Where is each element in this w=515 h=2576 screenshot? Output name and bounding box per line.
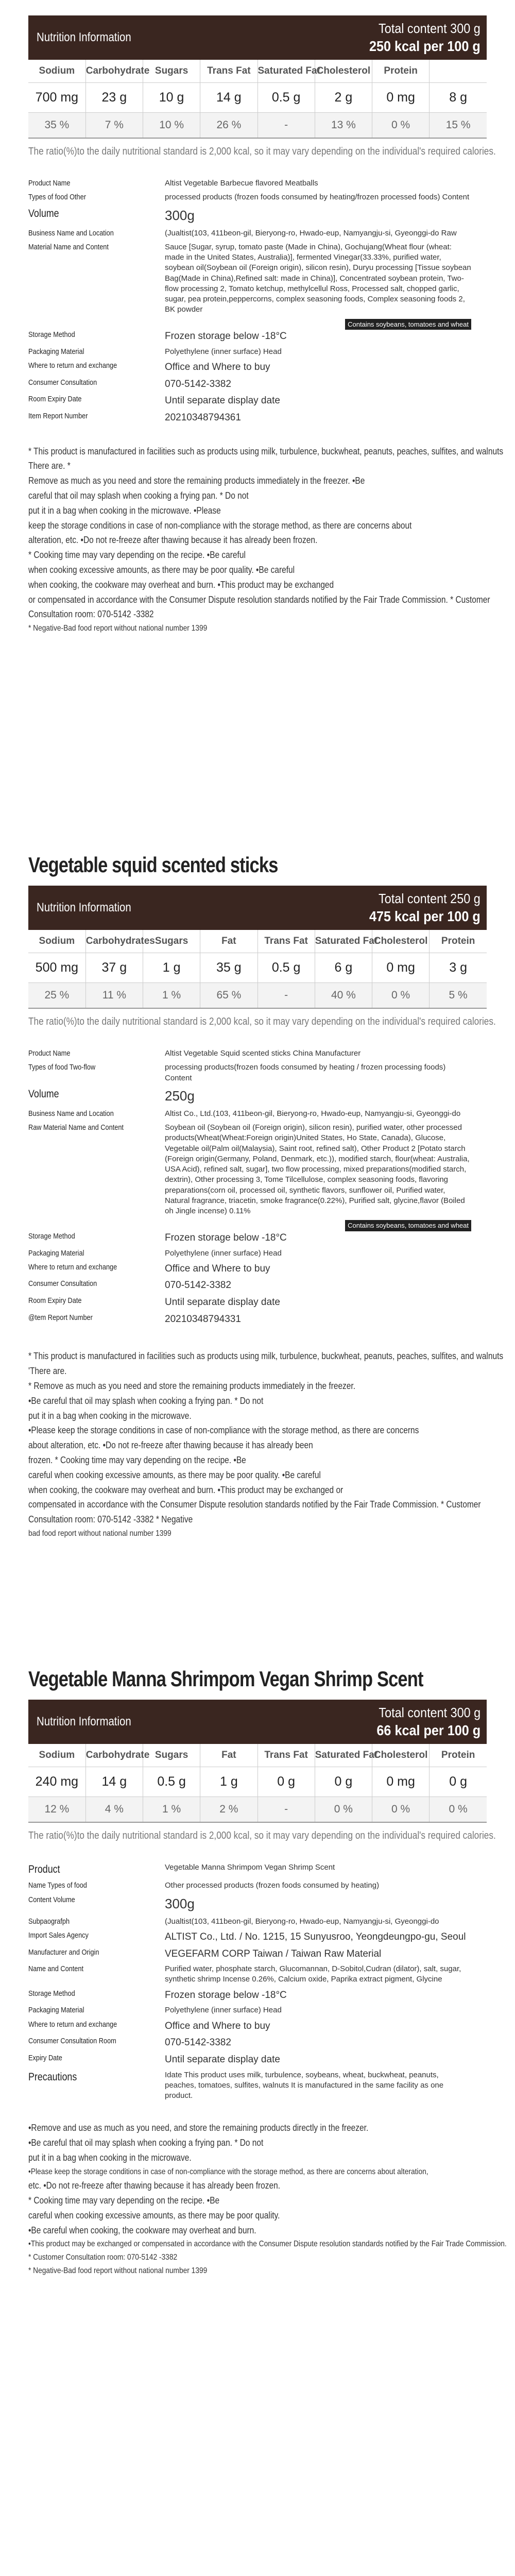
info-value: Until separate display date bbox=[165, 1297, 280, 1308]
nutrition-percent: 26 % bbox=[200, 112, 258, 138]
info-key: Where to return and exchange bbox=[28, 361, 117, 370]
info-row bbox=[28, 1947, 471, 1961]
nutrition-value: 35 g bbox=[200, 953, 258, 982]
info-key: Volume bbox=[28, 1088, 59, 1100]
nutrition-column-header: Saturated Fat bbox=[315, 930, 372, 953]
info-row bbox=[28, 2070, 471, 2102]
info-key: Consumer Consultation bbox=[28, 378, 97, 387]
note-line: about alteration, etc. •Do not re-freeze after thawing because it has already been bbox=[28, 1440, 313, 1451]
nutrition-column-header: Cholesterol bbox=[315, 60, 372, 82]
nutrition-column-header: Protein bbox=[372, 60, 430, 82]
nutrition-percent: 12 % bbox=[28, 1797, 85, 1822]
note-line: Consultation room: 070-5142 -3382 * Negative bbox=[28, 1514, 193, 1525]
precaution-notes bbox=[28, 2121, 507, 2277]
nutrition-values-row bbox=[28, 82, 487, 112]
info-value: 20210348794361 bbox=[165, 412, 241, 423]
info-value: Soybean oil (Soybean oil (Foreign origin), silicon resin), purified water, other processed products(Wheat(Wheat:Foreign origin)United States, Ho State, Canada), Glucose, Vegetable oil(Palm oil(Malaysia), Saint root, refined salt), Other Product 2 [Potato starch (Foreign origin(Germany, Poland, Denmark, etc.)), modified starch, flour(wheat: Australia, USA Acid), refined salt, sugar], two flow processing, mixed preparations(modified starch, dextrin), Other processing 3, Tome Tilcellulose, complex seasoning foods, flavoring preparations(corn oil, processed oil, synthetic flavors, sunflower oil, Purified water, Natural fragrance, triacetin, smoke fragrance(0.22%), Purified salt, glycine,flavor (Boiled oh Jingle incense) 0.11% bbox=[165, 1123, 470, 1216]
info-row bbox=[28, 330, 471, 343]
note-line: keep the storage conditions in case of non-compliance with the storage method, as there are concerns about bbox=[28, 520, 412, 531]
kcal-per-100g: 250 kcal per 100 g bbox=[369, 38, 480, 54]
info-value: Polyethylene (inner surface) Head bbox=[165, 2006, 282, 2015]
info-value: Frozen storage below -18°C bbox=[165, 331, 287, 342]
info-key: Consumer Consultation bbox=[28, 1279, 97, 1289]
info-key: Content Volume bbox=[28, 1895, 75, 1904]
info-value: (Jualtist(103, 411beon-gil, Bieryong-ro, Hwado-eup, Namyangju-si, Gyeonggi-do Raw bbox=[165, 228, 457, 238]
nutrition-table bbox=[28, 1744, 487, 1823]
nutrition-header-label: Nutrition Information bbox=[37, 30, 131, 44]
note-line: when cooking, the cookware may overheat and burn. •This product may be exchanged or bbox=[28, 1484, 344, 1495]
product-info-list bbox=[28, 178, 471, 425]
info-key: Packaging Material bbox=[28, 347, 84, 356]
nutrition-column-header: Cholesterol bbox=[372, 930, 430, 953]
nutrition-value: 0.5 g bbox=[258, 82, 315, 112]
nutrition-value: 0 mg bbox=[372, 82, 430, 112]
info-key: Business Name and Location bbox=[28, 1109, 114, 1118]
info-value: ALTIST Co., Ltd. / No. 1215, 15 Sunyusroo, Yeongdeungpo-gu, Seoul bbox=[165, 1931, 466, 1942]
nutrition-header bbox=[28, 15, 487, 60]
nutrition-value: 0 mg bbox=[372, 1767, 430, 1797]
info-key: Import Sales Agency bbox=[28, 1930, 89, 1940]
info-row bbox=[28, 1313, 471, 1326]
nutrition-table bbox=[28, 60, 487, 139]
nutrition-value: 10 g bbox=[143, 82, 200, 112]
info-row bbox=[28, 2036, 471, 2049]
note-line: alteration, etc. •Do not re-freeze after thawing because it has already been frozen. bbox=[28, 535, 318, 546]
info-key: Packaging Material bbox=[28, 1248, 84, 1258]
product-info-list bbox=[28, 1862, 471, 2101]
nutrition-value: 700 mg bbox=[28, 82, 85, 112]
nutrition-value: 3 g bbox=[430, 953, 487, 982]
info-row bbox=[28, 1862, 471, 1877]
note-line: put it in a bag when cooking in the microwave. bbox=[28, 2152, 192, 2163]
nutrition-percent: 1 % bbox=[143, 982, 200, 1008]
nutrition-header-totals bbox=[357, 890, 480, 925]
nutrition-column-header: Sodium bbox=[39, 65, 75, 76]
info-key: Storage Method bbox=[28, 1989, 75, 1998]
info-value: Polyethylene (inner surface) Head bbox=[165, 347, 282, 356]
nutrition-percent: - bbox=[258, 982, 315, 1008]
info-value: Sauce [Sugar, syrup, tomato paste (Made in China), Gochujang(Wheat flour (wheat: made in the United States, Australia)], fermented Vinegar(33.33%, purified water, soybean oil(Soybean oil (Foreign origin), silicon resin), Duryu processing [Tissue soybean Bag(Made in China),Refined salt: made in China)], Concentrated soybean protein, Two-flow processing 2, Tomato ketchup, methylcellul Ross, Processed salt, chopped garlic, sugar, pea protein,peppercorns, complex seasoning foods, Complex seasoning foods 2, BK powder bbox=[165, 242, 471, 314]
nutrition-column-header: Sugars bbox=[143, 930, 200, 953]
nutrition-value: 500 mg bbox=[28, 953, 85, 982]
nutrition-column-header: Carbohydrate bbox=[85, 1744, 143, 1767]
note-line: There are. * bbox=[28, 461, 71, 471]
nutrition-percent: 13 % bbox=[315, 112, 372, 138]
nutrition-value: 0 g bbox=[315, 1767, 372, 1797]
nutrition-value: 37 g bbox=[85, 953, 143, 982]
info-key: Consumer Consultation Room bbox=[28, 2037, 116, 2046]
info-value: Office and Where to buy bbox=[165, 2020, 270, 2031]
info-key: Room Expiry Date bbox=[28, 395, 82, 404]
nutrition-header-label: Nutrition Information bbox=[37, 901, 131, 914]
note-line: * Negative-Bad food report without national number 1399 bbox=[28, 2266, 208, 2275]
total-content: Total content 300 g bbox=[379, 21, 480, 37]
info-key: Product Name bbox=[28, 179, 71, 188]
note-line: •Be careful when cooking, the cookware may overheat and burn. bbox=[28, 2225, 256, 2235]
info-value: Altist Vegetable Squid scented sticks China Manufacturer bbox=[165, 1049, 361, 1058]
product-title: Vegetable Manna Shrimpom Vegan Shrimp Scent bbox=[28, 1667, 423, 1691]
nutrition-column-headers bbox=[28, 60, 487, 82]
info-row bbox=[28, 1895, 471, 1913]
note-line: * Cooking time may vary depending on the recipe. •Be careful bbox=[28, 550, 246, 561]
info-key: Storage Method bbox=[28, 330, 75, 340]
info-row bbox=[28, 1296, 471, 1309]
note-line: •Be careful that oil may splash when cooking a frying pan. * Do not bbox=[28, 2138, 264, 2148]
daily-value-note: The ratio(%)to the daily nutritional standard is 2,000 kcal, so it may vary depending on the individual's required calories. bbox=[28, 1830, 496, 1841]
info-key: Business Name and Location bbox=[28, 228, 114, 238]
info-value: Until separate display date bbox=[165, 395, 280, 406]
note-line: when cooking, the cookware may overheat and burn. •This product may be exchanged bbox=[28, 579, 334, 590]
note-line: careful when cooking excessive amounts, as there may be poor quality. •Be careful bbox=[28, 1469, 321, 1480]
note-line: Consultation room: 070-5142 -3382 bbox=[28, 609, 154, 620]
info-value: Other processed products (frozen foods consumed by heating) bbox=[165, 1881, 380, 1890]
kcal-per-100g: 475 kcal per 100 g bbox=[369, 908, 480, 924]
note-line: careful that oil may splash when cooking a frying pan. * Do not bbox=[28, 490, 249, 501]
nutrition-percents-row bbox=[28, 1797, 487, 1822]
nutrition-percents-row bbox=[28, 112, 487, 138]
nutrition-header-totals bbox=[357, 20, 480, 55]
info-value: Polyethylene (inner surface) Head bbox=[165, 1248, 282, 1258]
info-key: Name Types of food bbox=[28, 1881, 87, 1890]
info-value: Idate This product uses milk, turbulence, soybeans, wheat, buckwheat, peanuts, peaches, tomatoes, sulfites, walnuts It is manufactured in the same facility as one product. bbox=[165, 2070, 444, 2100]
note-line: * Remove as much as you need and store the remaining products immediately in the freezer. bbox=[28, 1380, 356, 1391]
info-value: Office and Where to buy bbox=[165, 1263, 270, 1274]
nutrition-value: 0.5 g bbox=[258, 953, 315, 982]
precaution-notes bbox=[28, 444, 504, 635]
info-row bbox=[28, 347, 471, 357]
info-key: Manufacturer and Origin bbox=[28, 1947, 99, 1957]
nutrition-percent: 15 % bbox=[430, 112, 487, 138]
note-line: •Remove and use as much as you need, and store the remaining products directly in the freezer. bbox=[28, 2123, 369, 2133]
note-line: compensated in accordance with the Consumer Dispute resolution standards notified by the Fair Trade Commission. * Customer bbox=[28, 1499, 481, 1510]
nutrition-percent: - bbox=[258, 1797, 315, 1822]
nutrition-value: 6 g bbox=[315, 953, 372, 982]
kcal-per-100g: 66 kcal per 100 g bbox=[376, 1722, 480, 1738]
note-line: or compensated in accordance with the Consumer Dispute resolution standards notified by the Fair Trade Commission. * Customer bbox=[28, 594, 490, 605]
note-line: 'There are. bbox=[28, 1366, 67, 1377]
info-value: Vegetable Manna Shrimpom Vegan Shrimp Scent bbox=[165, 1863, 335, 1872]
note-line: * Negative-Bad food report without national number 1399 bbox=[28, 624, 208, 633]
nutrition-value: 14 g bbox=[85, 1767, 143, 1797]
info-value: Frozen storage below -18°C bbox=[165, 1989, 287, 2001]
allergen-tag: Contains soybeans, tomatoes and wheat bbox=[345, 1220, 471, 1231]
info-row bbox=[28, 242, 471, 315]
info-value: (Jualtist(103, 411beon-gil, Bieryong-ro, Hwado-eup, Namyangju-si, Gyeonggi-do bbox=[165, 1917, 439, 1926]
info-value: processing products(frozen foods consumed by heating / frozen processing foods) Content bbox=[165, 1063, 446, 1082]
nutrition-column-header: Sodium bbox=[39, 935, 75, 946]
note-line: frozen. * Cooking time may vary depending on the recipe. •Be bbox=[28, 1454, 246, 1465]
nutrition-column-header: Trans Fat bbox=[258, 930, 315, 953]
product-section-vegan-shrimp bbox=[28, 1667, 507, 2277]
info-value: processed products (frozen foods consumed by heating/frozen processed foods) Content bbox=[165, 193, 470, 202]
info-row bbox=[28, 378, 471, 391]
nutrition-header-label: Nutrition Information bbox=[37, 1715, 131, 1728]
info-row bbox=[28, 1279, 471, 1292]
nutrition-percent: 5 % bbox=[430, 982, 487, 1008]
info-row bbox=[28, 1048, 471, 1059]
info-row bbox=[28, 1989, 471, 2002]
nutrition-column-header: Protein bbox=[430, 930, 487, 953]
info-value: 300g bbox=[165, 1895, 195, 1911]
info-key: Material Name and Content bbox=[28, 242, 109, 251]
nutrition-column-header: Sugars bbox=[143, 60, 200, 82]
info-row bbox=[28, 1123, 471, 1216]
info-row bbox=[28, 361, 471, 374]
nutrition-percent: 2 % bbox=[200, 1797, 258, 1822]
note-line: •Be careful that oil may splash when cooking a frying pan. * Do not bbox=[28, 1395, 264, 1406]
nutrition-column-header: Fat bbox=[200, 930, 258, 953]
nutrition-column-header: Saturated Fat bbox=[315, 1744, 372, 1767]
nutrition-column-header: Sugars bbox=[143, 1744, 200, 1767]
precaution-notes bbox=[28, 1349, 504, 1540]
info-row bbox=[28, 228, 471, 239]
info-row bbox=[28, 1248, 471, 1259]
note-line: put it in a bag when cooking in the microwave. bbox=[28, 1410, 192, 1421]
nutrition-column-headers bbox=[28, 930, 487, 953]
nutrition-percent: - bbox=[258, 112, 315, 138]
nutrition-column-header: Cholesterol bbox=[372, 1744, 430, 1767]
info-key: Subpaografph bbox=[28, 1917, 70, 1926]
nutrition-column-header bbox=[430, 60, 487, 82]
info-row bbox=[28, 1964, 471, 1985]
nutrition-percent: 0 % bbox=[372, 1797, 430, 1822]
info-key: Room Expiry Date bbox=[28, 1296, 82, 1306]
note-line: * Cooking time may vary depending on the recipe. •Be bbox=[28, 2195, 220, 2206]
allergen-tag-wrap bbox=[28, 319, 471, 330]
info-key: Name and Content bbox=[28, 1964, 84, 1974]
info-value: Altist Co., Ltd.(103, 411beon-gil, Bieryong-ro, Hwado-eup, Namyangju-si, Gyeonggi-do bbox=[165, 1109, 461, 1118]
info-key: Precautions bbox=[28, 2071, 77, 2083]
nutrition-values-row bbox=[28, 1767, 487, 1797]
nutrition-percent: 65 % bbox=[200, 982, 258, 1008]
info-value: Altist Vegetable Barbecue flavored Meatballs bbox=[165, 179, 318, 188]
info-row bbox=[28, 207, 471, 225]
note-line: etc. •Do not re-freeze after thawing because it has already been frozen. bbox=[28, 2180, 281, 2191]
nutrition-table bbox=[28, 930, 487, 1009]
note-line: Remove as much as you need and store the remaining products immediately in the freezer. •Be bbox=[28, 476, 365, 486]
note-line: bad food report without national number 1399 bbox=[28, 1529, 171, 1538]
info-row bbox=[28, 1917, 471, 1927]
info-key: Expiry Date bbox=[28, 2053, 62, 2062]
nutrition-column-header: Saturated Fat bbox=[258, 60, 315, 82]
info-value: Frozen storage below -18°C bbox=[165, 1232, 287, 1243]
info-row bbox=[28, 1880, 471, 1891]
nutrition-column-header: Protein bbox=[430, 1744, 487, 1767]
product-info-list bbox=[28, 1048, 471, 1329]
daily-value-note: The ratio(%)to the daily nutritional standard is 2,000 kcal, so it may vary depending on the individual's required calories. bbox=[28, 146, 496, 157]
nutrition-header-totals bbox=[365, 1704, 480, 1739]
info-key: @tem Report Number bbox=[28, 1313, 93, 1322]
product-section-squid-sticks bbox=[28, 853, 504, 1540]
nutrition-percent: 11 % bbox=[85, 982, 143, 1008]
nutrition-percent: 40 % bbox=[315, 982, 372, 1008]
info-value: Office and Where to buy bbox=[165, 362, 270, 373]
info-row bbox=[28, 2053, 471, 2066]
nutrition-value: 8 g bbox=[430, 82, 487, 112]
note-line: * This product is manufactured in facilities such as products using milk, turbulence, buckwheat, peanuts, peaches, sulfites, and walnuts bbox=[28, 446, 504, 456]
info-key: Product Name bbox=[28, 1049, 71, 1058]
nutrition-value: 0.5 g bbox=[143, 1767, 200, 1797]
daily-value-note: The ratio(%)to the daily nutritional standard is 2,000 kcal, so it may vary depending on the individual's required calories. bbox=[28, 1016, 496, 1027]
info-key: Where to return and exchange bbox=[28, 1262, 117, 1272]
nutrition-percent: 35 % bbox=[28, 112, 85, 138]
nutrition-values-row bbox=[28, 953, 487, 982]
info-key: Item Report Number bbox=[28, 411, 88, 420]
info-value: 070-5142-3382 bbox=[165, 378, 231, 389]
nutrition-percent: 4 % bbox=[85, 1797, 143, 1822]
nutrition-column-header: Trans Fat bbox=[258, 1744, 315, 1767]
product-title: Vegetable squid scented sticks bbox=[28, 853, 278, 877]
nutrition-percent: 7 % bbox=[85, 112, 143, 138]
note-line: careful when cooking excessive amounts, as there may be poor quality. bbox=[28, 2210, 280, 2221]
nutrition-value: 0 g bbox=[258, 1767, 315, 1797]
nutrition-percents-row bbox=[28, 982, 487, 1008]
nutrition-column-header: Carbohydrates bbox=[85, 930, 143, 953]
info-row bbox=[28, 394, 471, 408]
info-key: Storage Method bbox=[28, 1231, 75, 1241]
nutrition-column-header: Trans Fat bbox=[200, 60, 258, 82]
info-row bbox=[28, 1109, 471, 1119]
total-content: Total content 300 g bbox=[379, 1705, 480, 1721]
info-row bbox=[28, 192, 471, 202]
nutrition-column-header: Carbohydrate bbox=[85, 60, 143, 82]
allergen-tag-wrap bbox=[28, 1220, 471, 1231]
allergen-tag: Contains soybeans, tomatoes and wheat bbox=[345, 319, 471, 330]
info-value: 300g bbox=[165, 207, 195, 223]
info-key: Where to return and exchange bbox=[28, 2020, 117, 2029]
nutrition-value: 23 g bbox=[85, 82, 143, 112]
nutrition-percent: 10 % bbox=[143, 112, 200, 138]
total-content: Total content 250 g bbox=[379, 891, 480, 907]
nutrition-value: 2 g bbox=[315, 82, 372, 112]
info-row bbox=[28, 178, 471, 189]
info-row bbox=[28, 2020, 471, 2033]
info-row bbox=[28, 2005, 471, 2015]
nutrition-percent: 0 % bbox=[372, 982, 430, 1008]
nutrition-percent: 0 % bbox=[430, 1797, 487, 1822]
info-value: Until separate display date bbox=[165, 2054, 280, 2065]
info-key: Raw Material Name and Content bbox=[28, 1123, 124, 1132]
info-row bbox=[28, 411, 471, 425]
nutrition-value: 0 mg bbox=[372, 953, 430, 982]
nutrition-percent: 1 % bbox=[143, 1797, 200, 1822]
nutrition-column-headers bbox=[28, 1744, 487, 1767]
nutrition-header bbox=[28, 1700, 487, 1744]
info-key: Volume bbox=[28, 207, 59, 219]
info-value: 250g bbox=[165, 1088, 195, 1104]
info-value: VEGEFARM CORP Taiwan / Taiwan Raw Material bbox=[165, 1948, 382, 1959]
nutrition-value: 14 g bbox=[200, 82, 258, 112]
info-row bbox=[28, 1062, 471, 1083]
note-line: •This product may be exchanged or compensated in accordance with the Consumer Dispute resolution standards notified by the Fair Trade Commission. bbox=[28, 2240, 507, 2249]
note-line: * This product is manufactured in facilities such as products using milk, turbulence, buckwheat, peanuts, peaches, sulfites, and walnuts bbox=[28, 1351, 504, 1362]
info-key: Product bbox=[28, 1863, 60, 1875]
nutrition-header bbox=[28, 886, 487, 930]
nutrition-value: 240 mg bbox=[28, 1767, 85, 1797]
note-line: when cooking excessive amounts, as there may be poor quality. •Be careful bbox=[28, 564, 295, 575]
info-row bbox=[28, 1087, 471, 1105]
info-key: Packaging Material bbox=[28, 2006, 84, 2015]
note-line: •Please keep the storage conditions in case of non-compliance with the storage method, as there are concerns about alteration, bbox=[28, 2167, 428, 2176]
info-value: 20210348794331 bbox=[165, 1313, 241, 1325]
info-value: 070-5142-3382 bbox=[165, 1280, 231, 1291]
note-line: * Customer Consultation room: 070-5142 -3382 bbox=[28, 2253, 178, 2262]
product-section-meatballs bbox=[28, 15, 504, 635]
note-line: put it in a bag when cooking in the microwave. •Please bbox=[28, 505, 221, 516]
nutrition-value: 0 g bbox=[430, 1767, 487, 1797]
nutrition-percent: 0 % bbox=[372, 112, 430, 138]
nutrition-column-header: Sodium bbox=[39, 1749, 75, 1760]
info-key: Types of food Two-flow bbox=[28, 1063, 96, 1072]
info-value: 070-5142-3382 bbox=[165, 2037, 231, 2048]
info-row bbox=[28, 1930, 471, 1944]
note-line: •Please keep the storage conditions in case of non-compliance with the storage method, as there are concerns bbox=[28, 1425, 419, 1436]
nutrition-column-header: Fat bbox=[200, 1744, 258, 1767]
nutrition-percent: 0 % bbox=[315, 1797, 372, 1822]
info-key: Types of food Other bbox=[28, 193, 86, 202]
nutrition-value: 1 g bbox=[200, 1767, 258, 1797]
info-row bbox=[28, 1231, 471, 1245]
nutrition-percent: 25 % bbox=[28, 982, 85, 1008]
info-row bbox=[28, 1262, 471, 1276]
nutrition-value: 1 g bbox=[143, 953, 200, 982]
info-value: Purified water, phosphate starch, Glucomannan, D-Sobitol,Cudran (dilator), salt, sugar, synthetic shrimp Incense 0.26%, Calcium oxide, Paprika extract pigment, Glycine bbox=[165, 1964, 461, 1984]
